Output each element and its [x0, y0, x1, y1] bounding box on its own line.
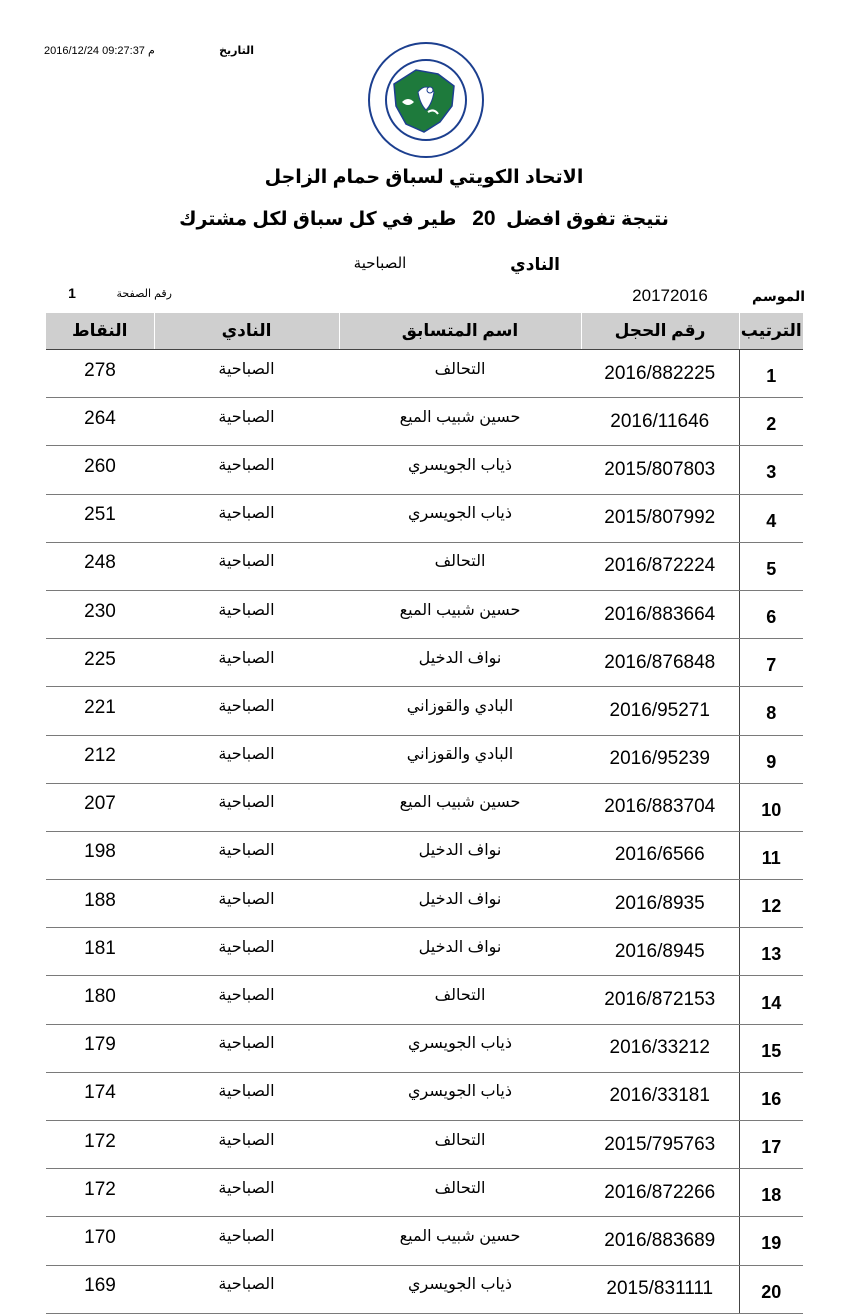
rank-cell: 5	[739, 542, 803, 590]
competitor-name-cell: نواف الدخيل	[339, 639, 581, 687]
club-cell: الصباحية	[154, 542, 339, 590]
ring-number-cell: 2016/95239	[581, 735, 739, 783]
points-cell: 170	[46, 1217, 154, 1265]
ring-number-cell: 2016/95271	[581, 687, 739, 735]
points-cell: 251	[46, 494, 154, 542]
points-cell: 169	[46, 1265, 154, 1313]
points-cell: 179	[46, 1024, 154, 1072]
rank-cell: 4	[739, 494, 803, 542]
rank-cell: 10	[739, 783, 803, 831]
report-title-number: 20	[472, 207, 496, 230]
competitor-name-cell: التحالف	[339, 976, 581, 1024]
rank-cell: 8	[739, 687, 803, 735]
date-label: التاريخ	[219, 45, 254, 57]
club-cell: الصباحية	[154, 639, 339, 687]
points-cell: 172	[46, 1121, 154, 1169]
club-cell: الصباحية	[154, 783, 339, 831]
table-header-row	[46, 313, 803, 350]
table-row	[46, 1072, 803, 1120]
club-cell: الصباحية	[154, 446, 339, 494]
table-row	[46, 735, 803, 783]
ring-number-cell: 2016/872224	[581, 542, 739, 590]
header-reg: رقم الحجل	[581, 313, 739, 350]
club-cell: الصباحية	[154, 590, 339, 638]
header-points: النقاط	[46, 313, 154, 350]
club-cell: الصباحية	[154, 880, 339, 928]
rank-cell: 15	[739, 1024, 803, 1072]
competitor-name-cell: البادي والقوزاني	[339, 687, 581, 735]
competitor-name-cell: التحالف	[339, 542, 581, 590]
club-value: الصباحية	[353, 255, 407, 272]
rank-cell: 16	[739, 1072, 803, 1120]
ring-number-cell: 2016/872153	[581, 976, 739, 1024]
club-cell: الصباحية	[154, 1169, 339, 1217]
club-cell: الصباحية	[154, 398, 339, 446]
ring-number-cell: 2016/882225	[581, 350, 739, 398]
season-value: 20172016	[632, 286, 708, 305]
competitor-name-cell: ذياب الجويسري	[339, 1265, 581, 1313]
rank-cell: 9	[739, 735, 803, 783]
club-cell: الصباحية	[154, 1072, 339, 1120]
rank-cell: 6	[739, 590, 803, 638]
points-cell: 180	[46, 976, 154, 1024]
table-row	[46, 542, 803, 590]
ring-number-cell: 2015/807992	[581, 494, 739, 542]
ring-number-cell: 2016/11646	[581, 398, 739, 446]
table-row	[46, 880, 803, 928]
federation-title: الاتحاد الكويتي لسباق حمام الزاجل	[264, 167, 584, 188]
club-cell: الصباحية	[154, 350, 339, 398]
report-title	[0, 207, 848, 231]
print-date	[44, 44, 254, 62]
ring-number-cell: 2016/33181	[581, 1072, 739, 1120]
ring-number-cell: 2016/883704	[581, 783, 739, 831]
club-cell: الصباحية	[154, 1217, 339, 1265]
ring-number-cell: 2016/8945	[581, 928, 739, 976]
points-cell: 225	[46, 639, 154, 687]
competitor-name-cell: حسين شبيب الميع	[339, 1217, 581, 1265]
rank-cell: 11	[739, 831, 803, 879]
table-row	[46, 687, 803, 735]
competitor-name-cell: نواف الدخيل	[339, 928, 581, 976]
points-cell: 260	[46, 446, 154, 494]
competitor-name-cell: التحالف	[339, 1169, 581, 1217]
competitor-name-cell: حسين شبيب الميع	[339, 590, 581, 638]
table-row	[46, 494, 803, 542]
competitor-name-cell: حسين شبيب الميع	[339, 398, 581, 446]
table-row	[46, 928, 803, 976]
club-label: النادي	[510, 255, 560, 274]
competitor-name-cell: نواف الدخيل	[339, 831, 581, 879]
table-row	[46, 1265, 803, 1313]
club-cell: الصباحية	[154, 494, 339, 542]
rank-cell: 13	[739, 928, 803, 976]
points-cell: 278	[46, 350, 154, 398]
ring-number-cell: 2016/876848	[581, 639, 739, 687]
club-cell: الصباحية	[154, 1265, 339, 1313]
points-cell: 198	[46, 831, 154, 879]
page-number-label: رقم الصفحة	[116, 288, 172, 300]
table-row	[46, 1169, 803, 1217]
ring-number-cell: 2016/883689	[581, 1217, 739, 1265]
rank-cell: 12	[739, 880, 803, 928]
header-name: اسم المتسابق	[339, 313, 581, 350]
competitor-name-cell: التحالف	[339, 1121, 581, 1169]
competitor-name-cell: ذياب الجويسري	[339, 1024, 581, 1072]
rank-cell: 19	[739, 1217, 803, 1265]
rank-cell: 20	[739, 1265, 803, 1313]
table-row	[46, 831, 803, 879]
points-cell: 207	[46, 783, 154, 831]
points-cell: 221	[46, 687, 154, 735]
competitor-name-cell: ذياب الجويسري	[339, 1072, 581, 1120]
ring-number-cell: 2016/33212	[581, 1024, 739, 1072]
points-cell: 174	[46, 1072, 154, 1120]
ring-number-cell: 2016/883664	[581, 590, 739, 638]
report-title-part1: نتيجة تفوق افضل	[506, 209, 669, 230]
points-cell: 264	[46, 398, 154, 446]
header-club: النادي	[154, 313, 339, 350]
table-row	[46, 1024, 803, 1072]
ring-number-cell: 2015/831111	[581, 1265, 739, 1313]
competitor-name-cell: التحالف	[339, 350, 581, 398]
ring-number-cell: 2015/795763	[581, 1121, 739, 1169]
season-label: الموسم	[752, 288, 805, 304]
header-rank: الترتيب	[739, 313, 803, 350]
table-row	[46, 590, 803, 638]
ring-number-cell: 2016/872266	[581, 1169, 739, 1217]
club-cell: الصباحية	[154, 928, 339, 976]
table-row	[46, 398, 803, 446]
table-row	[46, 446, 803, 494]
club-cell: الصباحية	[154, 687, 339, 735]
club-cell: الصباحية	[154, 831, 339, 879]
points-cell: 172	[46, 1169, 154, 1217]
competitor-name-cell: ذياب الجويسري	[339, 446, 581, 494]
club-cell: الصباحية	[154, 976, 339, 1024]
ring-number-cell: 2016/8935	[581, 880, 739, 928]
points-cell: 248	[46, 542, 154, 590]
rank-cell: 17	[739, 1121, 803, 1169]
points-cell: 230	[46, 590, 154, 638]
club-cell: الصباحية	[154, 1121, 339, 1169]
table-row	[46, 783, 803, 831]
results-table	[46, 313, 803, 1314]
club-cell: الصباحية	[154, 735, 339, 783]
rank-cell: 2	[739, 398, 803, 446]
points-cell: 181	[46, 928, 154, 976]
table-row	[46, 639, 803, 687]
points-cell: 188	[46, 880, 154, 928]
report-title-part2: طير في كل سباق لكل مشترك	[179, 209, 457, 230]
rank-cell: 14	[739, 976, 803, 1024]
federation-logo	[366, 40, 486, 160]
date-value: 2016/12/24 09:27:37 م	[44, 45, 155, 57]
table-row	[46, 1121, 803, 1169]
table-row	[46, 976, 803, 1024]
competitor-name-cell: ذياب الجويسري	[339, 494, 581, 542]
competitor-name-cell: البادي والقوزاني	[339, 735, 581, 783]
rank-cell: 1	[739, 350, 803, 398]
club-cell: الصباحية	[154, 1024, 339, 1072]
points-cell: 212	[46, 735, 154, 783]
rank-cell: 18	[739, 1169, 803, 1217]
ring-number-cell: 2016/6566	[581, 831, 739, 879]
page-number-value: 1	[68, 285, 76, 301]
rank-cell: 7	[739, 639, 803, 687]
table-row	[46, 350, 803, 398]
rank-cell: 3	[739, 446, 803, 494]
competitor-name-cell: حسين شبيب الميع	[339, 783, 581, 831]
table-row	[46, 1217, 803, 1265]
ring-number-cell: 2015/807803	[581, 446, 739, 494]
competitor-name-cell: نواف الدخيل	[339, 880, 581, 928]
